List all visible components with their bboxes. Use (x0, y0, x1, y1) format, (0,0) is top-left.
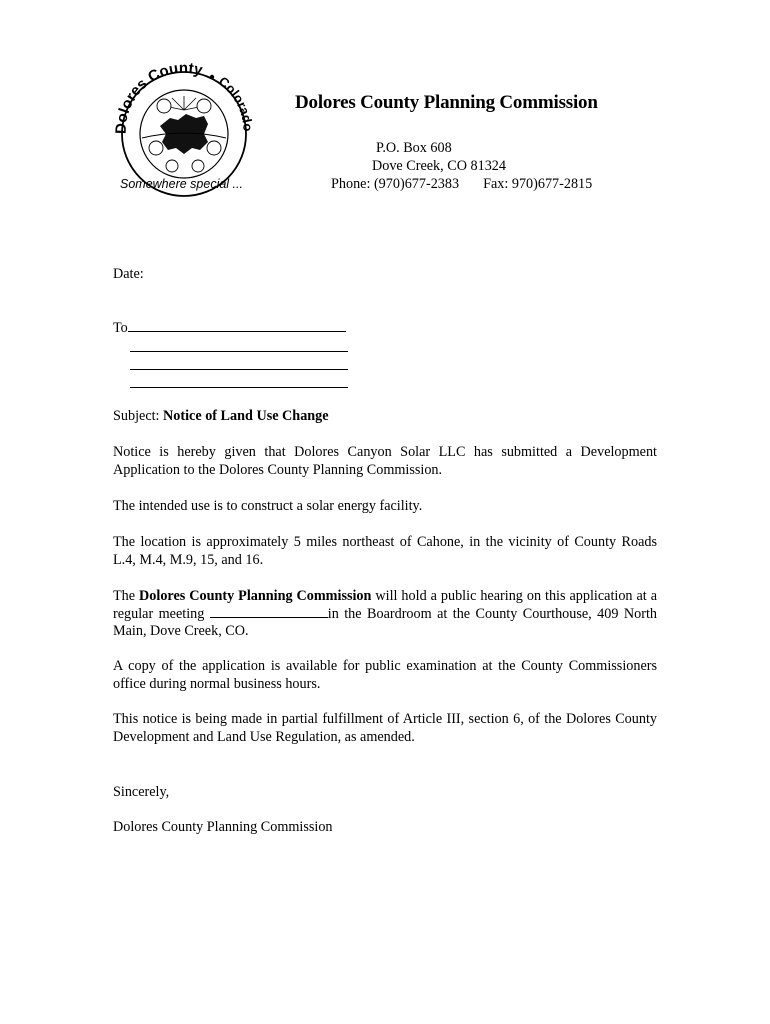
signature: Dolores County Planning Commission (113, 819, 333, 835)
phone-number: Phone: (970)677-2383 (331, 176, 460, 192)
date-label: Date: (113, 266, 144, 282)
svg-text:Colorado: Colorado (215, 73, 256, 132)
subject-line (113, 408, 657, 426)
hearing-commission-name: Dolores County Planning Commission (139, 588, 372, 604)
paragraph-location: The location is approximately 5 miles northeast of Cahone, in the vicinity of County Roads L.4, M.4, M.9, 15, and 16. (113, 534, 657, 568)
address-blank-line (130, 369, 348, 370)
meeting-date-blank (210, 606, 328, 618)
address-city: Dove Creek, CO 81324 (372, 158, 506, 174)
address-blank-line (130, 387, 348, 388)
paragraph-copy-availability: A copy of the application is available for public examination at the County Commissioners office during normal business hours. (113, 658, 657, 692)
county-seal-logo (112, 58, 260, 198)
closing: Sincerely, (113, 784, 170, 800)
paragraph-article-reference: This notice is being made in partial fulfillment of Article III, section 6, of the Dolores County Development and Land Use Regulation, as amended. (113, 711, 657, 745)
to-label: To (113, 320, 128, 336)
organization-title: Dolores County Planning Commission (295, 92, 598, 113)
paragraph-intended-use: The intended use is to construct a solar energy facility. (113, 498, 423, 514)
paragraph-hearing (113, 588, 657, 641)
address-po-box: P.O. Box 608 (376, 140, 452, 156)
hearing-text-start: The (113, 588, 140, 604)
subject-value: Notice of Land Use Change (163, 408, 329, 424)
recipient-line (113, 319, 346, 338)
hearing-text-middle: will hold a public hearing on this application at a regular meeting (113, 588, 657, 622)
paragraph-notice: Notice is hereby given that Dolores Canyon Solar LLC has submitted a Development Application to the Dolores County Planning Commission. (113, 444, 657, 478)
logo-tagline: Somewhere special ... (120, 177, 243, 191)
contact-line (331, 176, 592, 194)
svg-text:Dolores County: Dolores County (112, 59, 205, 135)
subject-label: Subject: (113, 408, 164, 424)
fax-number: Fax: 970)677-2815 (483, 176, 593, 192)
address-blank-line (130, 351, 348, 352)
hearing-text-end: in the Boardroom at the County Courthouse, 409 North Main, Dove Creek, CO. (113, 605, 657, 639)
recipient-blank (128, 319, 346, 332)
